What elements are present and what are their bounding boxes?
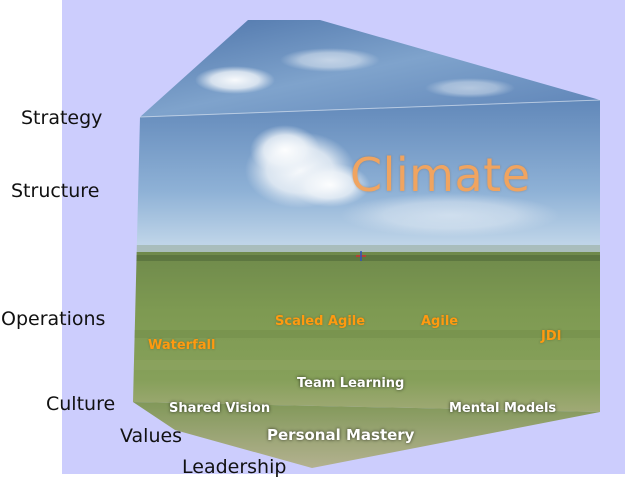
climate-title: Climate: [350, 148, 531, 202]
discipline-mental-models: Mental Models: [449, 401, 557, 416]
method-waterfall: Waterfall: [148, 338, 216, 353]
cube-back-wall: [130, 95, 610, 422]
label-operations: Operations: [1, 308, 106, 330]
discipline-team-learning: Team Learning: [297, 376, 405, 391]
label-culture: Culture: [46, 393, 116, 415]
label-strategy: Strategy: [21, 107, 103, 129]
label-leadership: Leadership: [182, 456, 287, 478]
label-structure: Structure: [11, 180, 100, 202]
label-values: Values: [120, 425, 183, 447]
method-scaled-agile: Scaled Agile: [275, 314, 366, 329]
discipline-personal-mastery: Personal Mastery: [267, 426, 415, 444]
method-jdi: JDI: [541, 329, 562, 344]
discipline-shared-vision: Shared Vision: [169, 401, 271, 416]
method-agile: Agile: [421, 314, 459, 329]
